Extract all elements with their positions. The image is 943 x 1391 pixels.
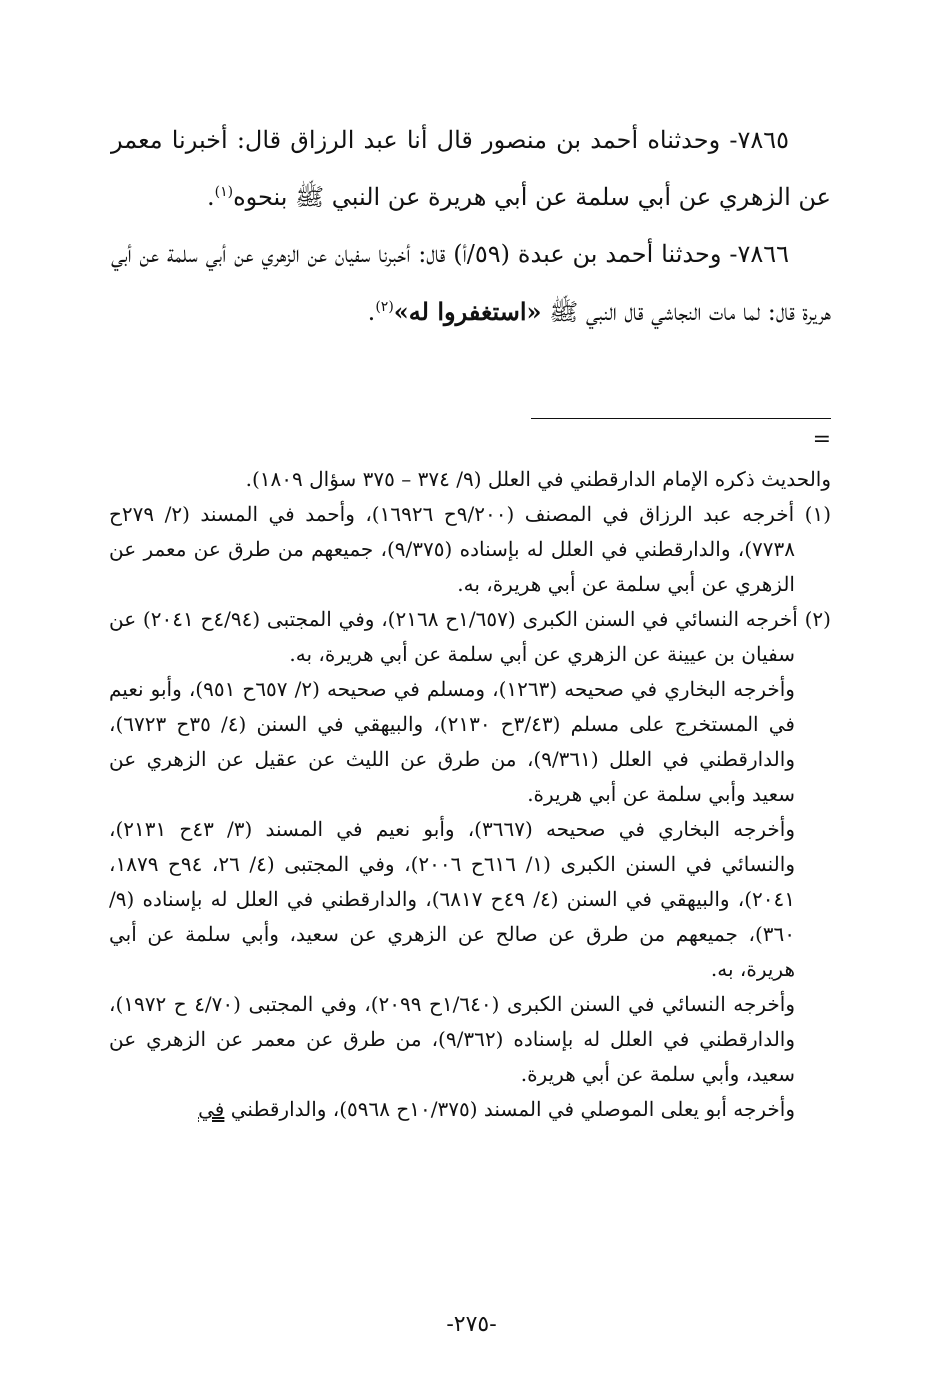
hadith-7865-text: ٧٨٦٥- وحدثناه أحمد بن منصور قال أنا عبد الرزاق قال: أخبرنا معمر عن الزهري عن أبي سلمة عن أبي هريرة عن النبي ﷺ بنحوه <box>111 126 831 211</box>
hadith-7865 <box>111 112 831 226</box>
hadith-7866-text: ٧٨٦٦- وحدثنا أحمد بن عبدة (٥٩/أ) قال: أخبرنا سفيان عن الزهري عن أبي سلمة عن أبي هريرة قال: لما مات النجاشي قال النبي ﷺ <box>111 240 831 326</box>
main-text <box>111 112 831 341</box>
footnote-2-para-4: وأخرجه النسائي في السنن الكبرى (١/٦٤٠ح ٢٠٩٩)، وفي المجتبى (٤/٧٠ ح ١٩٧٢)، والدارقطني في العلل له بإسناده (٩/٣٦٢)، من طرق عن معمر عن الزهري عن سعيد، وأبي سلمة عن أبي هريرة. <box>109 992 796 1086</box>
footnote-2-para-5-text: وأخرجه أبو يعلى الموصلي في المسند (١٠/٣٧٥ح ٥٩٦٨)، والدارقطني <box>230 1097 795 1121</box>
footnote-intro: والحديث ذكره الإمام الدارقطني في العلل (٩/ ٣٧٤ – ٣٧٥ سؤال ١٨٠٩). <box>245 467 831 491</box>
continuation-word: في <box>198 1097 225 1121</box>
footnote-1: (١) أخرجه عبد الرزاق في المصنف (٩/٢٠٠ح ١٦٩٢٦)، وأحمد في المسند (٢/ ٢٧٩ح ٧٧٣٨)، والدارقطني في العلل له بإسناده (٩/٣٧٥)، جميعهم من طرق عن معمر عن الزهري عن أبي سلمة عن أبي هريرة، به. <box>109 502 831 596</box>
footnote-2-para-5 <box>109 1092 831 1127</box>
continuation-marker: = <box>812 427 831 452</box>
hadith-7865-end: . <box>206 183 215 211</box>
footnote-2-para-3: وأخرجه البخاري في صحيحه (٣٦٦٧)، وأبو نعيم في المسند (٣/ ٤٣ح ٢١٣١)، والنسائي في السنن الكبرى (١/ ٦١٦ح ٢٠٠٦)، وفي المجتبى (٤/ ٢٦، ٩٤ح ١٨٧٩، ٢٠٤١)، والبيهقي في السنن (٤/ ٤٩ح ٦٨١٧)، والدارقطني في العلل له بإسناده (٩/ ٣٦٠)، جميعهم من طرق عن صالح عن الزهري عن سعيد، وأبي سلمة عن أبي هريرة، به. <box>109 817 796 981</box>
footnote-2-para-2: وأخرجه البخاري في صحيحه (١٢٦٣)، ومسلم في صحيحه (٢/ ٦٥٧ح ٩٥١)، وأبو نعيم في المستخرج على مسلم (٣/٤٣ح ٢١٣٠)، والبيهقي في السنن (٤/ ٣٥ح ٦٧٢٣)، والدارقطني في العلل (٩/٣٦١)، من طرق عن الليث عن عقيل عن الزهري عن سعيد وأبي سلمة عن أبي هريرة. <box>109 677 795 806</box>
hadith-7866-end: . <box>367 298 376 326</box>
footnote-ref-2: (٢) <box>375 299 394 315</box>
hadith-7866 <box>111 226 831 341</box>
footnote-ref-1: (١) <box>214 184 234 200</box>
hadith-7866-quote: «استغفروا له» <box>393 297 542 326</box>
page-number: -٢٧٥- <box>446 1312 497 1337</box>
footnotes <box>109 462 831 1127</box>
footnote-2: (٢) أخرجه النسائي في السنن الكبرى (١/٦٥٧ح ٢١٦٨)، وفي المجتبى (٤/٩٤ح ٢٠٤١) عن سفيان بن عيينة عن الزهري عن أبي سلمة عن أبي هريرة، به. <box>109 607 831 666</box>
footnote-divider <box>531 418 831 419</box>
